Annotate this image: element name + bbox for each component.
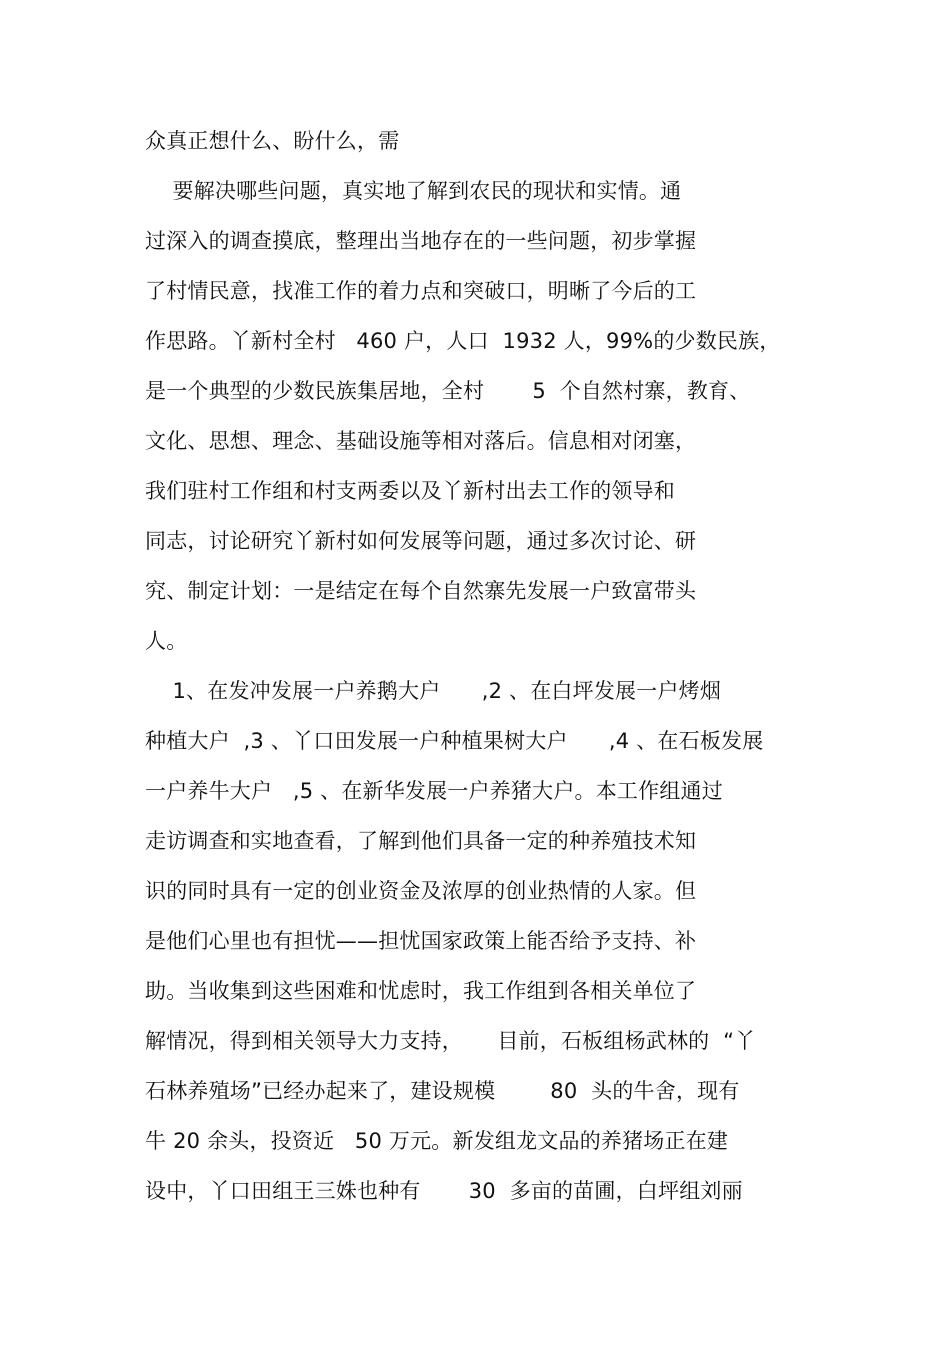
text-line: 我们驻村工作组和村支两委以及丫新村出去工作的领导和	[145, 479, 675, 503]
text-line: 究、制定计划：一是结定在每个自然寨先发展一户致富带头	[145, 579, 697, 603]
text-line: 识的同时具有一定的创业资金及浓厚的创业热情的人家。但	[145, 879, 697, 903]
text-line: 过深入的调查摸底，整理出当地存在的一些问题，初步掌握	[145, 229, 697, 253]
text-line: 助。当收集到这些困难和忧虑时，我工作组到各相关单位了	[145, 979, 697, 1003]
text-line: 1、在发冲发展一户养鹅大户 ,2 、在白坪发展一户烤烟	[145, 679, 722, 703]
text-line: 众真正想什么、盼什么，需	[145, 129, 400, 153]
text-line: 解情况，得到相关领导大力支持， 目前，石板组杨武林的 “丫	[145, 1029, 756, 1053]
text-line: 是他们心里也有担忧——担忧国家政策上能否给予支持、补	[145, 929, 697, 953]
text-line: 作思路。丫新村全村 460 户，人口 1932 人，99%的少数民族，	[145, 329, 781, 353]
text-line: 同志，讨论研究丫新村如何发展等问题，通过多次讨论、研	[145, 529, 697, 553]
text-line: 石林养殖场”已经办起来了，建设规模 80 头的牛舍，现有	[145, 1079, 740, 1103]
text-line: 文化、思想、理念、基础设施等相对落后。信息相对闭塞，	[145, 429, 697, 453]
text-line: 种植大户 ,3 、丫口田发展一户种植果树大户 ,4 、在石板发展	[145, 729, 764, 753]
text-line: 了村情民意，找准工作的着力点和突破口，明晰了今后的工	[145, 279, 697, 303]
text-line: 牛 20 余头，投资近 50 万元。新发组龙文品的养猪场正在建	[145, 1129, 729, 1153]
text-line: 设中，丫口田组王三姝也种有 30 多亩的苗圃，白坪组刘丽	[145, 1179, 743, 1203]
text-line: 人。	[145, 629, 188, 653]
text-line: 是一个典型的少数民族集居地，全村 5 个自然村寨，教育、	[145, 379, 751, 403]
text-line: 走访调查和实地查看，了解到他们具备一定的种养殖技术知	[145, 829, 697, 853]
text-line: 要解决哪些问题，真实地了解到农民的现状和实情。通	[145, 179, 682, 203]
text-line: 一户养牛大户 ,5 、在新华发展一户养猪大户。本工作组通过	[145, 779, 723, 803]
